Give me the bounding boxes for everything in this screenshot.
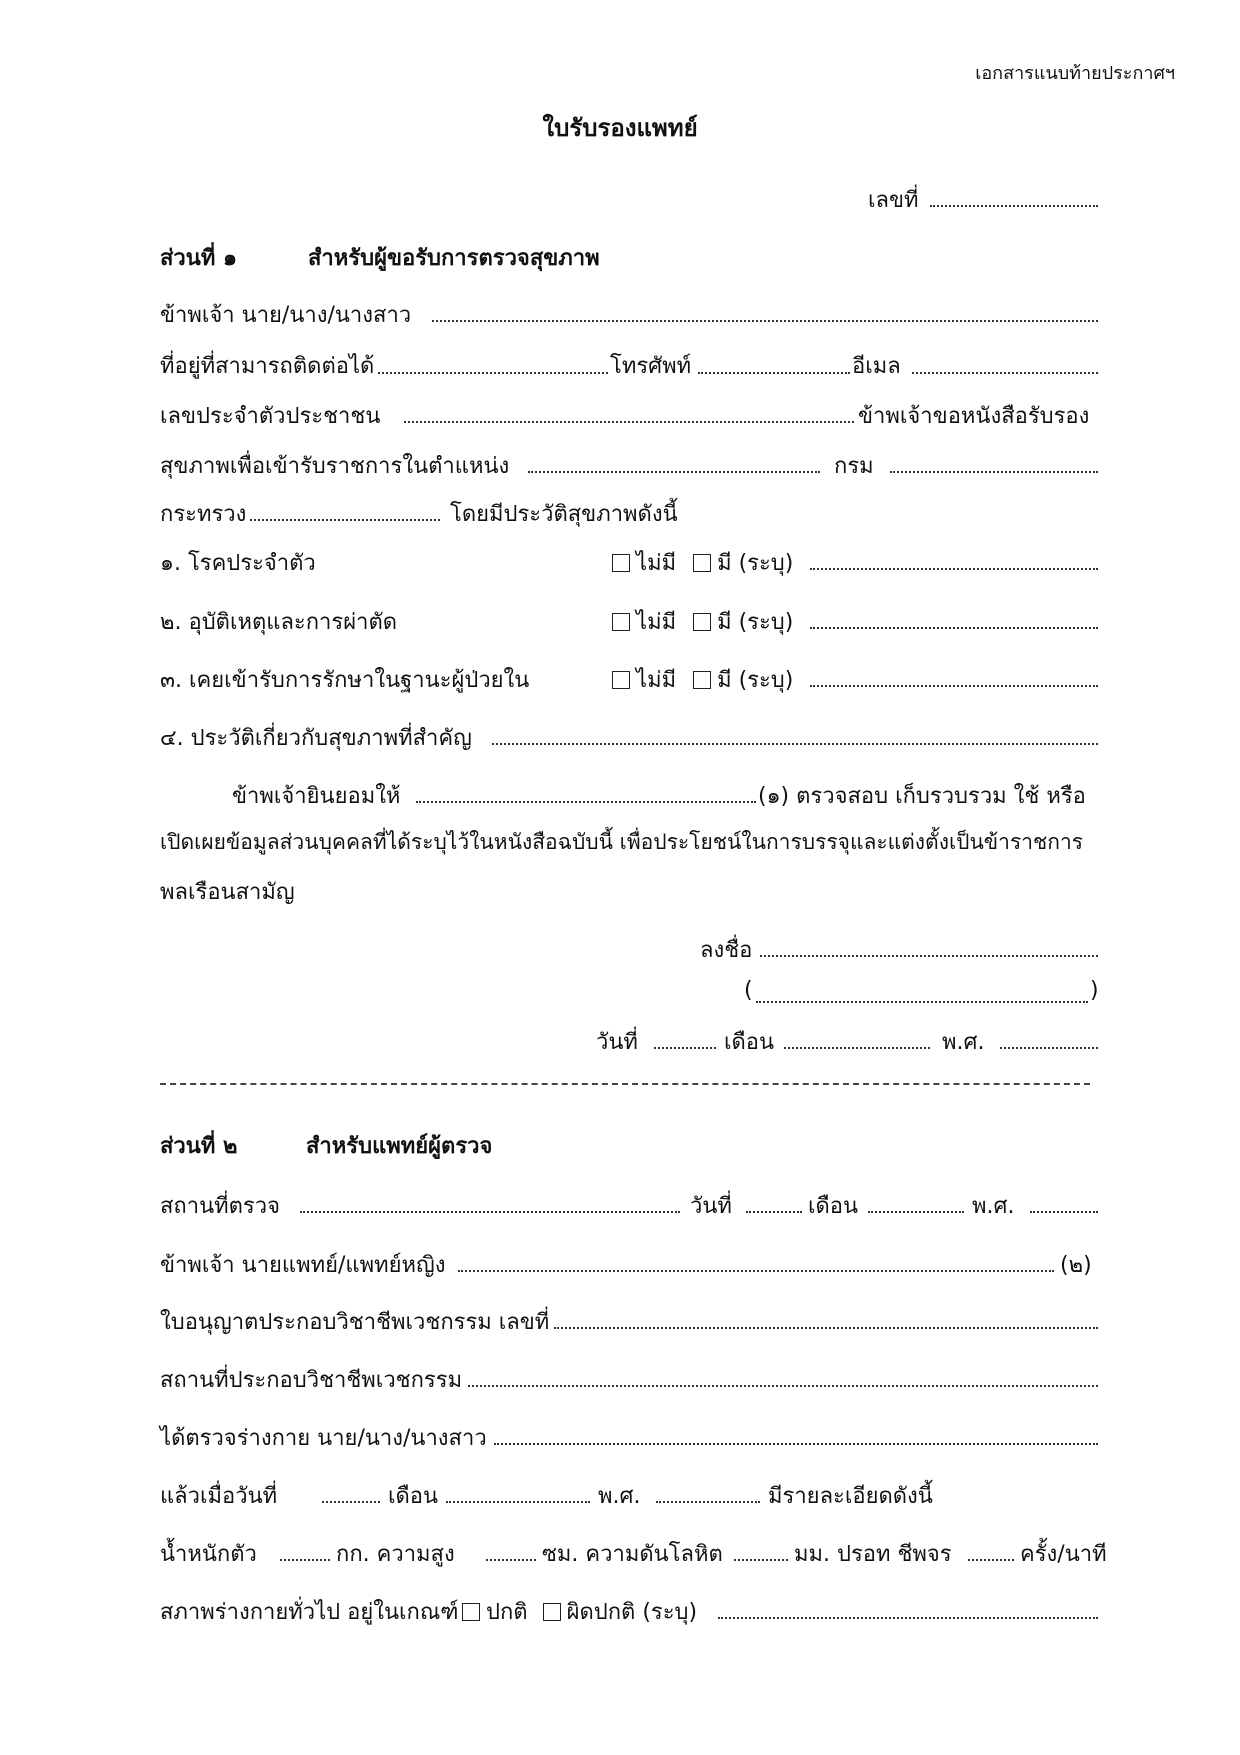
option-normal: ปกติ bbox=[486, 1600, 528, 1625]
phone-label: โทรศัพท์ bbox=[610, 354, 692, 379]
part1-month-field[interactable] bbox=[784, 1047, 930, 1049]
history-item-2-field[interactable] bbox=[810, 627, 1098, 629]
weight-unit: กก. ความสูง bbox=[336, 1542, 455, 1567]
exam-year-field[interactable] bbox=[656, 1501, 760, 1503]
part1-heading: ส่วนที่ ๑ bbox=[160, 246, 237, 271]
exam-place-field[interactable] bbox=[300, 1211, 680, 1213]
position-label: สุขภาพเพื่อเข้ารับราชการในตำแหน่ง bbox=[160, 454, 510, 479]
history-intro: โดยมีประวัติสุขภาพดังนี้ bbox=[450, 502, 678, 527]
part1-month-label: เดือน bbox=[724, 1030, 775, 1055]
exam-place-label: สถานที่ตรวจ bbox=[160, 1194, 280, 1219]
exam-date-field[interactable] bbox=[322, 1501, 380, 1503]
part2-year-label: พ.ศ. bbox=[972, 1194, 1015, 1219]
practice-place-label: สถานที่ประกอบวิชาชีพเวชกรรม bbox=[160, 1368, 463, 1393]
option-none-1: ไม่มี bbox=[636, 551, 677, 576]
pulse-unit: ครั้ง/นาที bbox=[1020, 1542, 1107, 1567]
license-label: ใบอนุญาตประกอบวิชาชีพเวชกรรม เลขที่ bbox=[160, 1310, 550, 1335]
history-item-3-options bbox=[612, 662, 793, 697]
exam-date-prefix: แล้วเมื่อวันที่ bbox=[160, 1484, 278, 1509]
consent-agency-field[interactable] bbox=[416, 801, 756, 803]
department-field[interactable] bbox=[890, 471, 1098, 473]
page-title: ใบรับรองแพทย์ bbox=[542, 114, 698, 142]
part2-month-label: เดือน bbox=[808, 1194, 859, 1219]
paren-open: ( bbox=[744, 978, 753, 1003]
email-label: อีเมล bbox=[852, 354, 901, 379]
address-label: ที่อยู่ที่สามารถติดต่อได้ bbox=[160, 354, 375, 379]
weight-label: น้ำหนักตัว bbox=[160, 1542, 257, 1567]
name-label: ข้าพเจ้า นาย/นาง/นางสาว bbox=[160, 303, 412, 328]
part1-subtitle: สำหรับผู้ขอรับการตรวจสุขภาพ bbox=[308, 246, 600, 271]
option-none-3: ไม่มี bbox=[636, 668, 677, 693]
option-yes-1: มี (ระบุ) bbox=[717, 551, 794, 576]
part1-date-field[interactable] bbox=[654, 1047, 716, 1049]
checkbox-yes-1[interactable] bbox=[693, 554, 711, 572]
part2-month-field[interactable] bbox=[868, 1211, 964, 1213]
blood-pressure-unit: มม. ปรอท ชีพจร bbox=[794, 1542, 952, 1567]
part2-date-field[interactable] bbox=[746, 1211, 802, 1213]
history-item-3-field[interactable] bbox=[810, 685, 1098, 687]
signature-label: ลงชื่อ bbox=[700, 938, 753, 963]
height-unit: ซม. ความดันโลหิต bbox=[542, 1542, 723, 1567]
history-item-3-label: ๓. เคยเข้ารับการรักษาในฐานะผู้ป่วยใน bbox=[160, 668, 530, 693]
exam-year-label: พ.ศ. bbox=[598, 1484, 641, 1509]
part1-year-field[interactable] bbox=[1000, 1047, 1098, 1049]
checkbox-normal[interactable] bbox=[462, 1603, 480, 1621]
ministry-label: กระทรวง bbox=[160, 502, 247, 527]
part2-date-label: วันที่ bbox=[690, 1194, 732, 1219]
checkbox-yes-3[interactable] bbox=[693, 671, 711, 689]
annex-note: เอกสารแนบท้ายประกาศฯ bbox=[975, 63, 1175, 84]
doctor-label: ข้าพเจ้า นายแพทย์/แพทย์หญิง bbox=[160, 1253, 446, 1278]
option-yes-3: มี (ระบุ) bbox=[717, 668, 794, 693]
consent-line-2: เปิดเผยข้อมูลส่วนบุคคลที่ได้ระบุไว้ในหนังสือฉบับนี้ เพื่อประโยชน์ในการบรรจุและแต่งตั้งเป็นข้าราชการ bbox=[160, 830, 1084, 854]
abnormal-detail-field[interactable] bbox=[718, 1617, 1098, 1619]
consent-prefix: ข้าพเจ้ายินยอมให้ bbox=[232, 784, 401, 809]
ministry-field[interactable] bbox=[250, 519, 440, 521]
weight-field[interactable] bbox=[280, 1559, 330, 1561]
part1-year-label: พ.ศ. bbox=[942, 1030, 985, 1055]
history-item-2-label: ๒. อุบัติเหตุและการผ่าตัด bbox=[160, 610, 398, 635]
practice-place-field[interactable] bbox=[468, 1385, 1098, 1387]
part1-date-label: วันที่ bbox=[596, 1030, 638, 1055]
history-item-1-label: ๑. โรคประจำตัว bbox=[160, 551, 316, 576]
checkbox-yes-2[interactable] bbox=[693, 613, 711, 631]
consent-line-3: พลเรือนสามัญ bbox=[160, 880, 295, 905]
part2-subtitle: สำหรับแพทย์ผู้ตรวจ bbox=[306, 1134, 493, 1159]
general-condition-label: สภาพร่างกายทั่วไป อยู่ในเกณฑ์ bbox=[160, 1600, 459, 1625]
position-field[interactable] bbox=[528, 471, 820, 473]
email-field[interactable] bbox=[912, 372, 1098, 374]
exam-month-field[interactable] bbox=[446, 1501, 590, 1503]
history-item-1-options bbox=[612, 545, 793, 580]
details-label: มีรายละเอียดดังนี้ bbox=[768, 1484, 933, 1509]
pulse-field[interactable] bbox=[968, 1559, 1014, 1561]
doctor-name-field[interactable] bbox=[458, 1270, 1054, 1272]
history-item-4-field[interactable] bbox=[492, 743, 1098, 745]
license-field[interactable] bbox=[554, 1327, 1098, 1329]
part2-year-field[interactable] bbox=[1030, 1211, 1098, 1213]
part2-heading: ส่วนที่ ๒ bbox=[160, 1134, 238, 1159]
checkbox-abnormal[interactable] bbox=[543, 1603, 561, 1621]
address-field[interactable] bbox=[378, 372, 608, 374]
checkbox-none-2[interactable] bbox=[612, 613, 630, 631]
department-label: กรม bbox=[834, 454, 874, 479]
paren-close: ) bbox=[1090, 978, 1099, 1003]
blood-pressure-field[interactable] bbox=[734, 1559, 788, 1561]
citizen-id-label: เลขประจำตัวประชาชน bbox=[160, 404, 381, 429]
checkbox-none-3[interactable] bbox=[612, 671, 630, 689]
citizen-id-field[interactable] bbox=[404, 421, 854, 423]
examined-name-field[interactable] bbox=[494, 1443, 1098, 1445]
height-field[interactable] bbox=[486, 1559, 536, 1561]
history-item-4-label: ๔. ประวัติเกี่ยวกับสุขภาพที่สำคัญ bbox=[160, 726, 472, 751]
consent-suffix: (๑) ตรวจสอบ เก็บรวบรวม ใช้ หรือ bbox=[758, 784, 1086, 809]
option-abnormal: ผิดปกติ (ระบุ) bbox=[566, 1600, 698, 1625]
phone-field[interactable] bbox=[698, 372, 850, 374]
doc-no-field[interactable] bbox=[930, 205, 1098, 207]
section-divider bbox=[160, 1083, 1090, 1085]
checkbox-none-1[interactable] bbox=[612, 554, 630, 572]
history-item-2-options bbox=[612, 604, 793, 639]
examined-label: ได้ตรวจร่างกาย นาย/นาง/นางสาว bbox=[160, 1426, 487, 1451]
request-text: ข้าพเจ้าขอหนังสือรับรอง bbox=[858, 404, 1090, 429]
option-none-2: ไม่มี bbox=[636, 610, 677, 635]
doctor-note: (๒) bbox=[1060, 1253, 1092, 1278]
name-field[interactable] bbox=[432, 320, 1098, 322]
exam-month-label: เดือน bbox=[388, 1484, 439, 1509]
option-yes-2: มี (ระบุ) bbox=[717, 610, 794, 635]
general-condition-options bbox=[462, 1594, 697, 1629]
printed-name-field[interactable] bbox=[756, 1001, 1088, 1003]
doc-no-label: เลขที่ bbox=[868, 188, 919, 213]
signature-field[interactable] bbox=[760, 955, 1098, 957]
history-item-1-field[interactable] bbox=[810, 568, 1098, 570]
